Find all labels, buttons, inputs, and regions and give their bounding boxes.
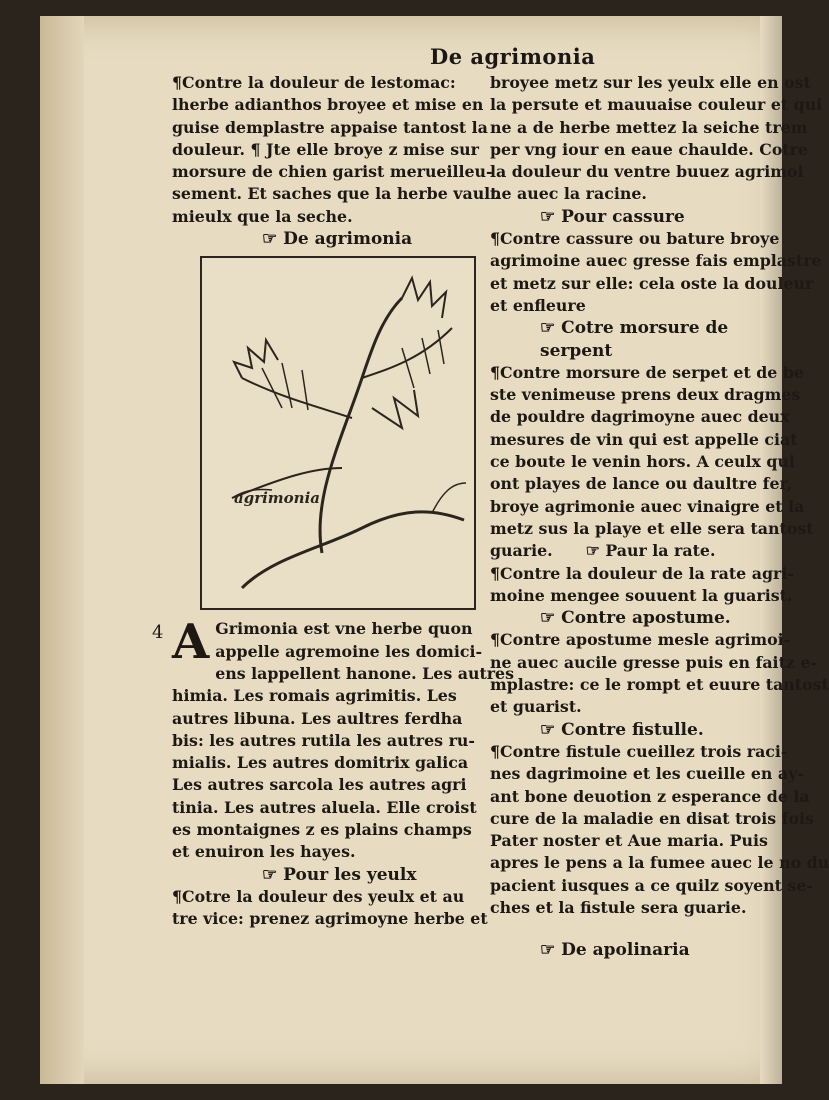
- text-line: ant bone deuotion z esperance de la: [490, 786, 810, 806]
- text-line: guise demplastre appaise tantost la: [172, 117, 488, 137]
- text-line: ens lappellent hanone. Les autres: [215, 663, 515, 683]
- plant-woodcut-icon: [202, 258, 474, 608]
- text-line: ne a de herbe mettez la seiche trem: [490, 117, 808, 137]
- woodcut-illustration: [200, 256, 476, 610]
- text-line: moine mengee souuent la guarist.: [490, 585, 793, 605]
- section-heading-text: Contre apostume.: [561, 608, 731, 629]
- section-heading-text: Pour cassure: [561, 206, 685, 227]
- text-line: et guarist.: [490, 697, 582, 717]
- text-line: apres le pens a la fumee auec le no du: [490, 853, 829, 873]
- section-heading-text: Contre fistulle.: [561, 719, 704, 740]
- text-line: ne auec aucile gresse puis en faitz e-: [490, 652, 817, 672]
- text-line: ste venimeuse prens deux dragmes: [490, 385, 801, 405]
- section-heading: [172, 864, 482, 886]
- text-line: pacient iusques a ce quilz soyent se-: [490, 875, 813, 895]
- section-heading: [172, 228, 482, 250]
- text-line: metz sus la playe et elle sera tantost: [490, 518, 814, 538]
- text-line: ce boute le venin hors. A ceulx qui: [490, 452, 795, 472]
- section-heading-text: Cotre morsure de serpent: [540, 318, 729, 361]
- running-head: De agrimonia: [430, 44, 596, 69]
- book-page: [40, 16, 829, 1084]
- text-line: ¶Contre cassure ou bature broye: [490, 229, 780, 249]
- section-heading: [490, 317, 780, 362]
- hand-fist-icon: ☞: [540, 608, 556, 629]
- left-column: [172, 72, 515, 931]
- section-heading-text: De apolinaria: [561, 940, 690, 961]
- text-line: ¶Contre la douleur de lestomac:: [172, 73, 456, 92]
- text-line: mesures de vin qui est appelle ciat: [490, 429, 798, 449]
- text-line: la douleur du ventre buuez agrimoi: [490, 162, 804, 182]
- text-line: ¶Contre fistule cueillez trois raci-: [490, 741, 788, 761]
- text-line: ¶Contre morsure de serpet et de be: [490, 362, 804, 382]
- text-line: tre vice: prenez agrimoyne herbe et: [172, 909, 488, 929]
- text-line: nes dagrimoine et les cueille en ay-: [490, 764, 804, 784]
- text-line: tinia. Les autres aluela. Elle croist: [172, 797, 477, 817]
- page-gutter: [40, 16, 84, 1084]
- woodcut-label: agrimonia: [234, 489, 321, 508]
- text-line: ches et la fistule sera guarie.: [490, 897, 747, 917]
- text-line: himia. Les romais agrimitis. Les: [172, 686, 457, 706]
- text-line: Grimonia est vne herbe quon: [215, 619, 473, 639]
- text-line: ¶Contre apostume mesle agrimoi-: [490, 630, 791, 650]
- text-line: Pater noster et Aue maria. Puis: [490, 831, 768, 851]
- text-line: mialis. Les autres domitrix galica: [172, 753, 469, 773]
- section-heading: [490, 206, 780, 228]
- text-line: morsure de chien garist merueilleu-: [172, 162, 493, 182]
- text-line: [490, 540, 780, 562]
- section-heading: [490, 939, 780, 961]
- section-heading-text: Paur la rate.: [605, 541, 716, 561]
- text-line: broye agrimonie auec vinaigre et la: [490, 496, 805, 516]
- text-line: ¶Cotre la douleur des yeulx et au: [172, 886, 465, 906]
- text-fragment: guarie.: [490, 541, 553, 561]
- hand-fist-icon: ☞: [540, 206, 556, 227]
- text-line: cure de la maladie en disat trois fois: [490, 808, 814, 828]
- hand-fist-icon: ☞: [540, 940, 556, 961]
- drop-cap: A: [172, 614, 210, 671]
- text-line: appelle agremoine les domici-: [215, 641, 483, 661]
- section-heading: [490, 607, 780, 629]
- text-line: et enuiron les hayes.: [172, 842, 356, 862]
- text-line: et enfleure: [490, 295, 586, 315]
- text-line: agrimoine auec gresse fais emplastre: [490, 251, 822, 271]
- hand-fist-icon: ☞: [262, 229, 278, 250]
- text-line: mieulx que la seche.: [172, 206, 353, 226]
- text-line: de pouldre dagrimoyne auec deux: [490, 407, 790, 427]
- hand-fist-icon: ☞: [540, 318, 556, 339]
- text-line: broyee metz sur les yeulx elle en ost: [490, 73, 811, 92]
- text-line: sement. Et saches que la herbe vault: [172, 184, 498, 204]
- text-line: et metz sur elle: cela oste la douleur: [490, 273, 814, 293]
- text-line: Les autres sarcola les autres agri: [172, 775, 467, 795]
- text-line: autres libuna. Les aultres ferdha: [172, 708, 463, 728]
- text-line: es montaignes z es plains champs: [172, 820, 472, 840]
- hand-fist-icon: ☞: [262, 864, 278, 885]
- text-line: douleur. ¶ Jte elle broye z mise sur: [172, 139, 479, 159]
- text-line: ¶Contre la douleur de la rate agri-: [490, 563, 794, 583]
- text-line: lherbe adianthos broyee et mise en: [172, 95, 484, 115]
- section-heading-text: De agrimonia: [283, 229, 413, 250]
- article-paragraph: [172, 614, 515, 863]
- section-heading: [490, 719, 780, 741]
- hand-fist-icon: ☞: [585, 541, 600, 561]
- hand-fist-icon: ☞: [540, 719, 556, 740]
- text-line: la persute et mauuaise couleur et qui: [490, 95, 823, 115]
- text-line: bis: les autres rutila les autres ru-: [172, 730, 475, 750]
- text-line: ont playes de lance ou daultre fer,: [490, 474, 793, 494]
- text-line: ne auec la racine.: [490, 184, 647, 204]
- right-column: [490, 72, 829, 962]
- spacer: [172, 610, 482, 618]
- text-line: per vng iour en eaue chaulde. Cotre: [490, 139, 809, 159]
- section-heading-text: Pour les yeulx: [283, 864, 417, 885]
- text-line: mplastre: ce le rompt et euure tantost: [490, 675, 829, 695]
- margin-mark: 4: [152, 622, 164, 643]
